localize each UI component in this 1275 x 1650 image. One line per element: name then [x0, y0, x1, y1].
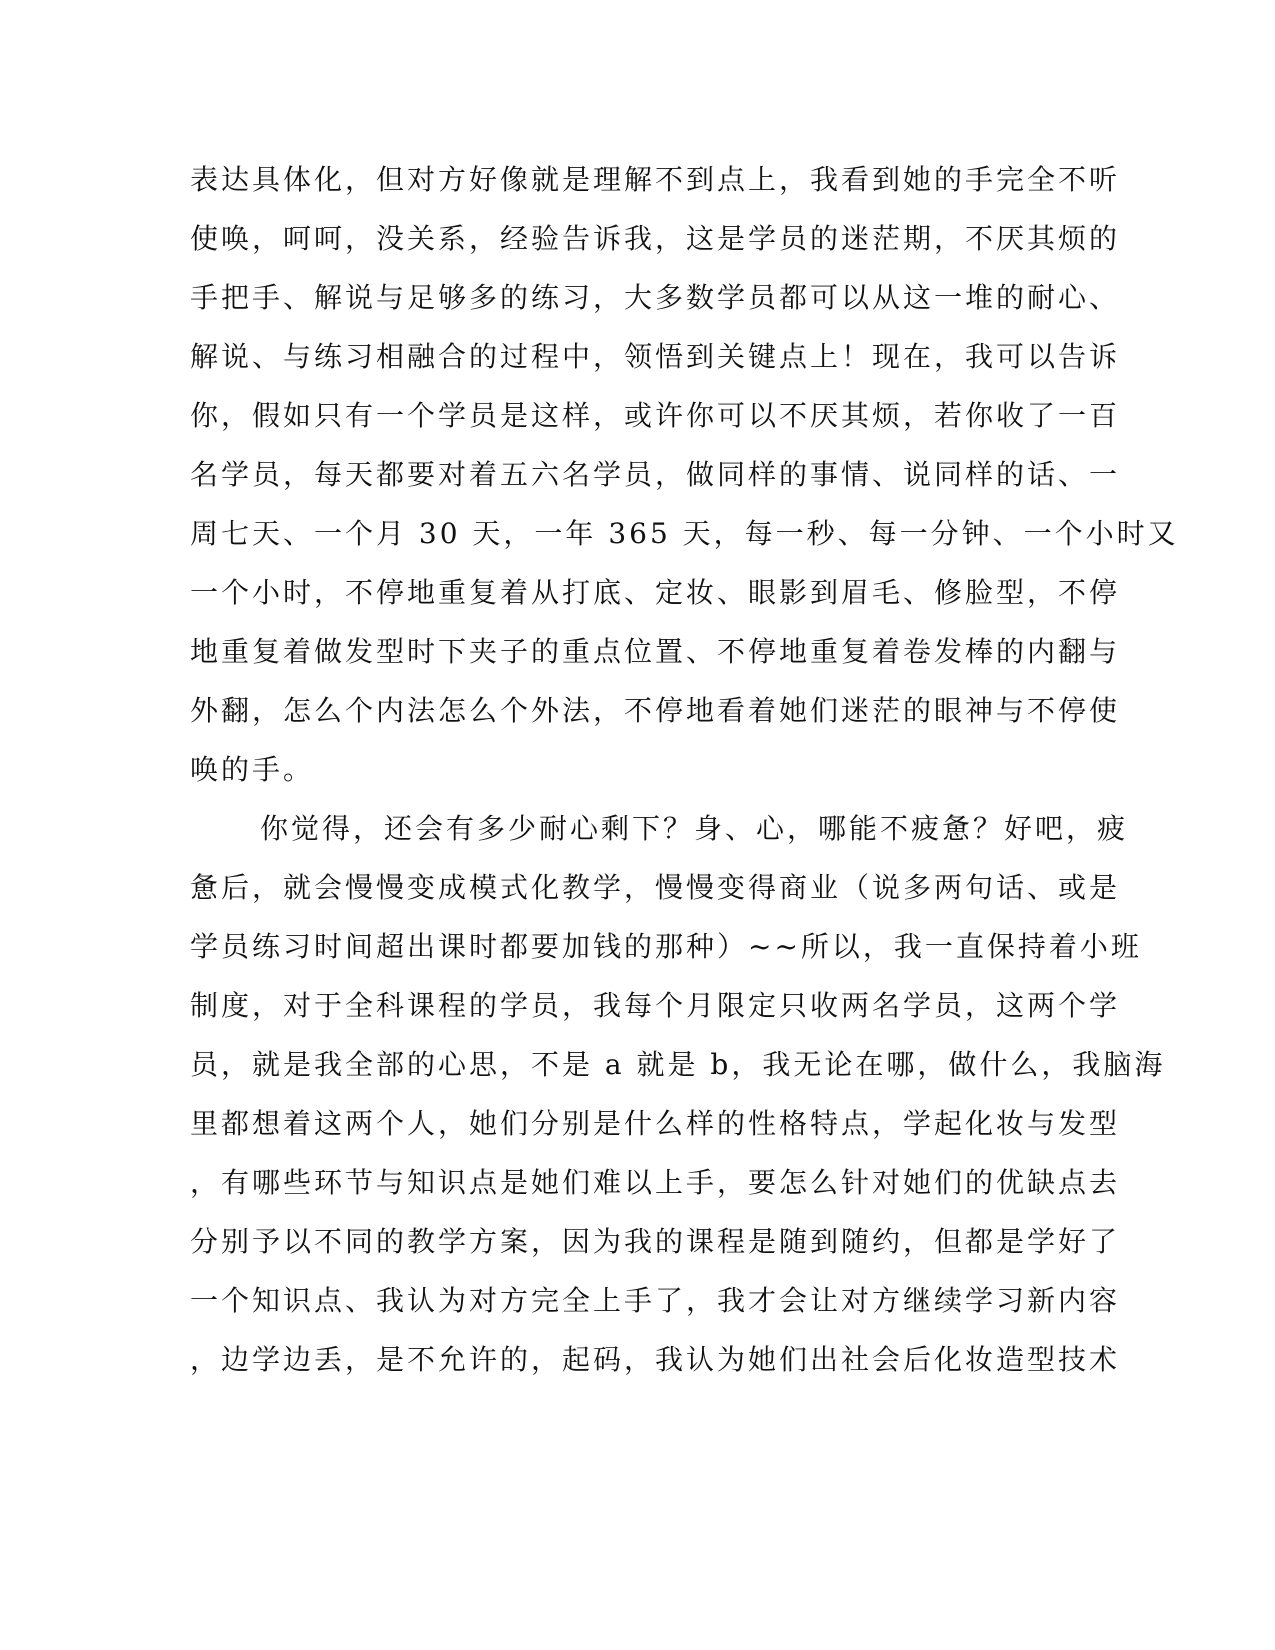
text-line: 表达具体化，但对方好像就是理解不到点上，我看到她的手完全不听	[190, 163, 1121, 196]
text-line: 外翻，怎么个内法怎么个外法，不停地看着她们迷茫的眼神与不停使	[190, 694, 1121, 727]
text-line: 制度，对于全科课程的学员，我每个月限定只收两名学员，这两个学	[190, 989, 1121, 1022]
text-line: 使唤，呵呵，没关系，经验告诉我，这是学员的迷茫期，不厌其烦的	[190, 222, 1121, 255]
text-line: 学员练习时间超出课时都要加钱的那种）~~所以，我一直保持着小班	[190, 930, 1142, 963]
text-line: 惫后，就会慢慢变成模式化教学，慢慢变得商业（说多两句话、或是	[190, 871, 1121, 904]
text-line: 手把手、解说与足够多的练习，大多数学员都可以从这一堆的耐心、	[190, 281, 1121, 314]
text-line: ，有哪些环节与知识点是她们难以上手，要怎么针对她们的优缺点去	[190, 1166, 1121, 1199]
text-line: ，边学边丢，是不允许的，起码，我认为她们出社会后化妆造型技术	[190, 1343, 1121, 1376]
text-line: 一个小时，不停地重复着从打底、定妆、眼影到眉毛、修脸型，不停	[190, 576, 1121, 609]
text-line: 解说、与练习相融合的过程中，领悟到关键点上！现在，我可以告诉	[190, 340, 1121, 373]
text-line: 员，就是我全部的心思，不是 a 就是 b，我无论在哪，做什么，我脑海	[190, 1048, 1166, 1081]
text-line: 一个知识点、我认为对方完全上手了，我才会让对方继续学习新内容	[190, 1284, 1121, 1317]
text-line: 周七天、一个月 30 天，一年 365 天，每一秒、每一分钟、一个小时又	[190, 517, 1179, 550]
text-line: 唤的手。	[190, 753, 315, 786]
text-line: 名学员，每天都要对着五六名学员，做同样的事情、说同样的话、一	[190, 458, 1121, 491]
text-line: 你，假如只有一个学员是这样，或许你可以不厌其烦，若你收了一百	[190, 399, 1121, 432]
text-line: 分别予以不同的教学方案，因为我的课程是随到随约，但都是学好了	[190, 1225, 1121, 1258]
text-line: 你觉得，还会有多少耐心剩下？身、心，哪能不疲惫？好吧，疲	[260, 812, 1129, 845]
text-line: 里都想着这两个人，她们分别是什么样的性格特点，学起化妆与发型	[190, 1107, 1121, 1140]
text-line: 地重复着做发型时下夹子的重点位置、不停地重复着卷发棒的内翻与	[190, 635, 1121, 668]
